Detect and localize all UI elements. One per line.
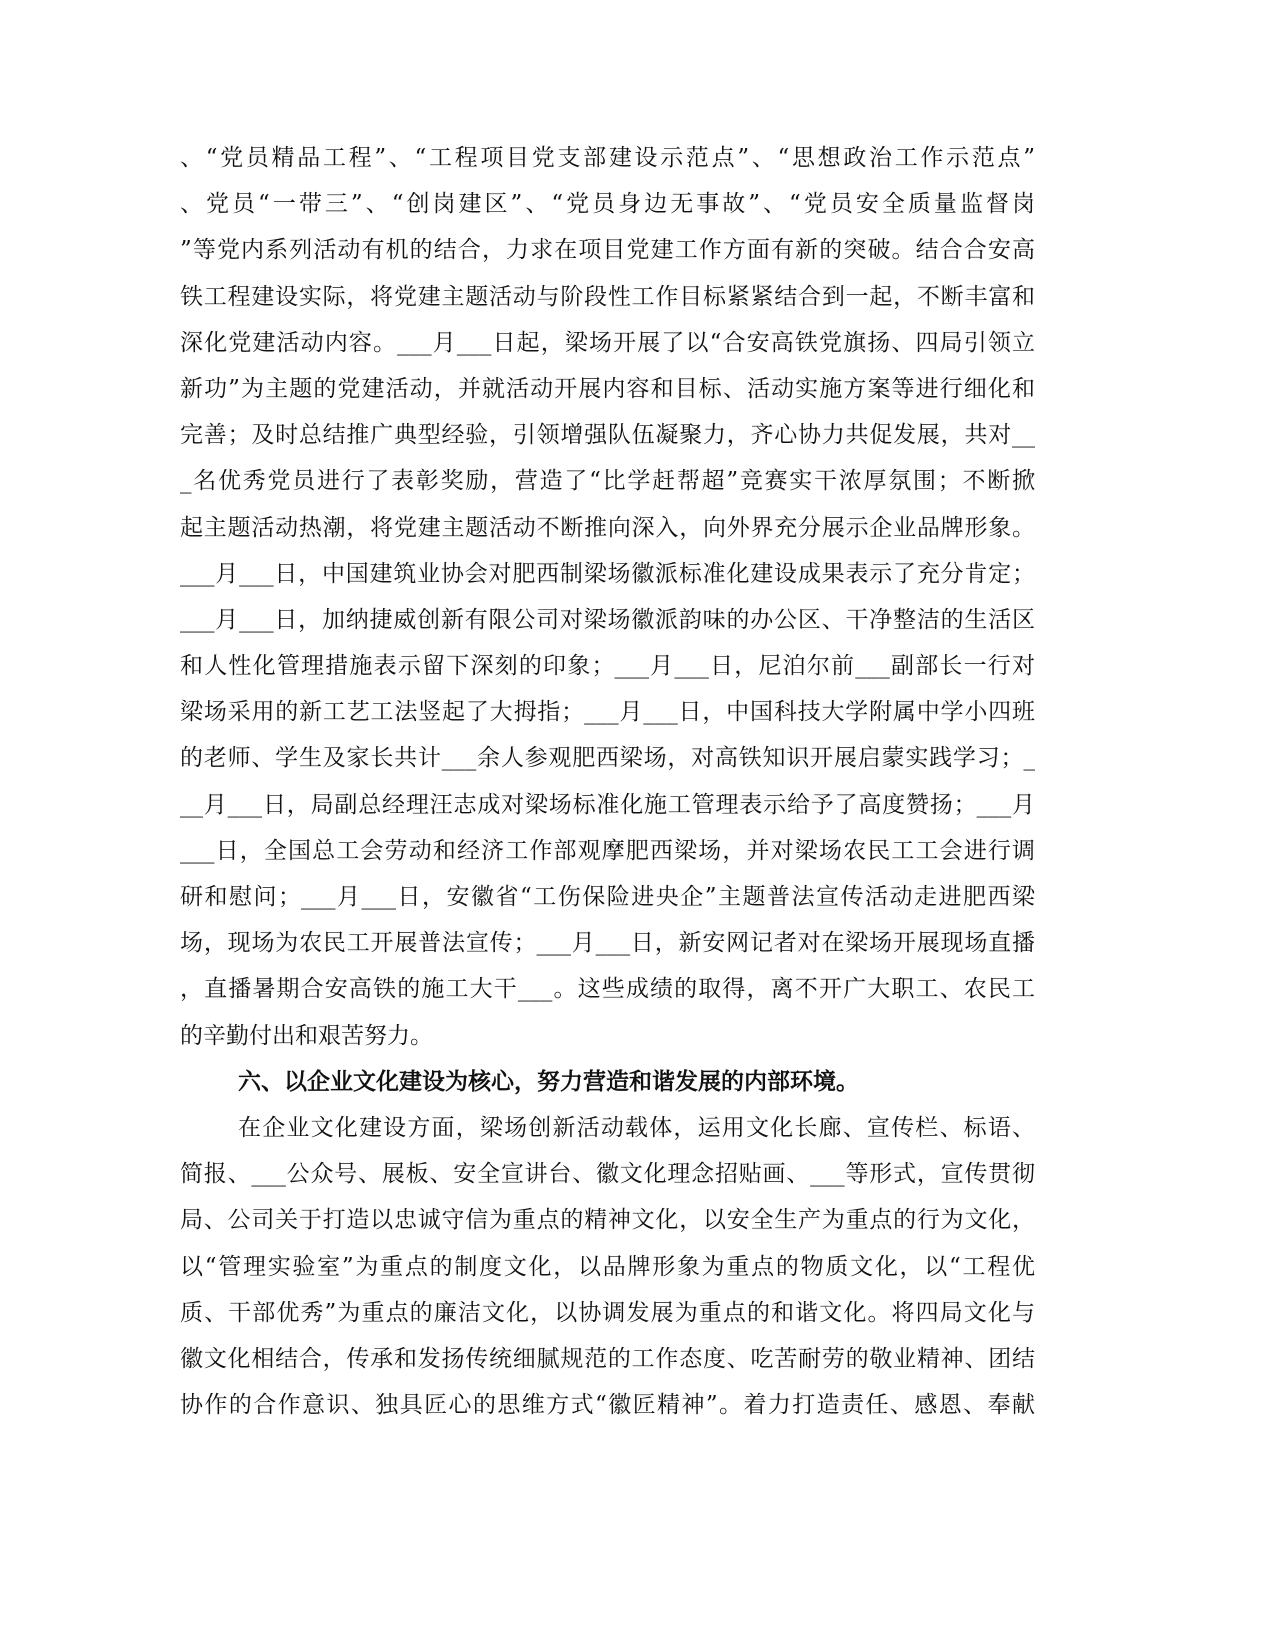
text-line: 研和慰问；___月___日，安徽省“工伤保险进央企”主题普法宣传活动走进肥西梁 <box>180 884 1035 910</box>
text-line: ，直播暑期合安高铁的施工大干___。这些成绩的取得，离不开广大职工、农民工 <box>180 976 1035 1003</box>
section-heading: 六、以企业文化建设为核心，努力营造和谐发展的内部环境。 <box>238 1067 859 1095</box>
paragraph-party-building <box>180 135 1035 1059</box>
text-line: 的老师、学生及家长共计___余人参观肥西梁场，对高铁知识开展启蒙实践学习；_ <box>180 745 1035 772</box>
text-line: 起主题活动热潮，将党建主题活动不断推向深入，向外界充分展示企业品牌形象。 <box>180 514 1035 541</box>
text-line: 在企业文化建设方面，梁场创新活动载体，运用文化长廊、宣传栏、标语、 <box>238 1114 1035 1141</box>
text-line: 徽文化相结合，传承和发扬传统细腻规范的工作态度、吃苦耐劳的敬业精神、团结 <box>180 1345 1035 1372</box>
text-line: 的辛勤付出和艰苦努力。 <box>180 1022 433 1049</box>
text-line: 场，现场为农民工开展普法宣传；___月___日，新安网记者对在梁场开展现场直播 <box>180 930 1035 957</box>
text-line: 简报、___公众号、展板、安全宣讲台、徽文化理念招贴画、___等形式，宣传贯彻 <box>180 1161 1035 1188</box>
text-line: 、“党员精品工程”、“工程项目党支部建设示范点”、“思想政治工作示范点” <box>180 145 1035 171</box>
text-line: 和人性化管理措施表示留下深刻的印象；___月___日，尼泊尔前___副部长一行对 <box>180 653 1035 680</box>
text-line: _名优秀党员进行了表彰奖励，营造了“比学赶帮超”竞赛实干浓厚氛围；不断掀 <box>180 468 1035 495</box>
document-body <box>180 135 1035 1428</box>
text-line: 梁场采用的新工艺工法竖起了大拇指；___月___日，中国科技大学附属中学小四班 <box>180 699 1035 726</box>
text-line: ___日，全国总工会劳动和经济工作部观摩肥西梁场，并对梁场农民工工会进行调 <box>180 837 1035 864</box>
text-line: __月___日，局副总经理汪志成对梁场标准化施工管理表示给予了高度赞扬；___月 <box>180 791 1035 818</box>
text-line: 以“管理实验室”为重点的制度文化，以品牌形象为重点的物质文化，以“工程优 <box>180 1253 1035 1280</box>
text-line: ”等党内系列活动有机的结合，力求在项目党建工作方面有新的突破。结合合安高 <box>180 237 1035 264</box>
text-line: 铁工程建设实际，将党建主题活动与阶段性工作目标紧紧结合到一起，不断丰富和 <box>180 283 1035 310</box>
text-line: ___月___日，中国建筑业协会对肥西制梁场徽派标准化建设成果表示了充分肯定； <box>180 560 1035 587</box>
paragraph-corporate-culture <box>180 1105 1035 1428</box>
text-line: ___月___日，加纳捷威创新有限公司对梁场徽派韵味的办公区、干净整洁的生活区 <box>180 606 1035 633</box>
text-line: 质、干部优秀”为重点的廉洁文化，以协调发展为重点的和谐文化。将四局文化与 <box>180 1299 1035 1326</box>
text-line: 局、公司关于打造以忠诚守信为重点的精神文化，以安全生产为重点的行为文化， <box>180 1207 1035 1234</box>
text-line: 深化党建活动内容。___月___日起，梁场开展了以“合安高铁党旗扬、四局引领立 <box>180 329 1035 356</box>
text-line: 、党员“一带三”、“创岗建区”、“党员身边无事故”、“党员安全质量监督岗 <box>180 191 1035 218</box>
text-line: 新功”为主题的党建活动，并就活动开展内容和目标、活动实施方案等进行细化和 <box>180 375 1035 402</box>
text-line: 完善；及时总结推广典型经验，引领增强队伍凝聚力，齐心协力共促发展，共对__ <box>180 422 1035 449</box>
text-line: 协作的合作意识、独具匠心的思维方式“徽匠精神”。着力打造责任、感恩、奉献 <box>180 1392 1035 1419</box>
